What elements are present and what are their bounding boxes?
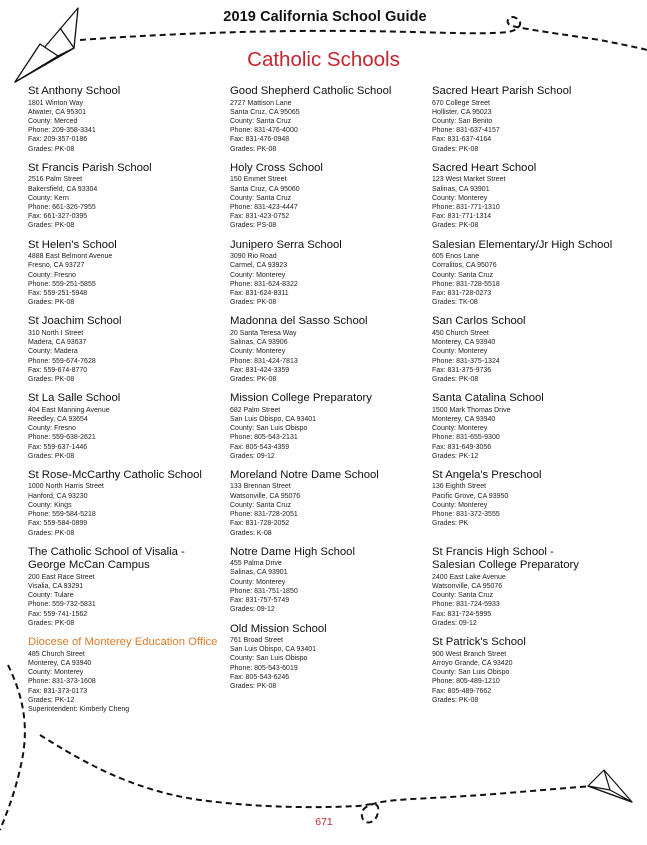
school-detail-line: Grades: 09-12 [432, 619, 477, 627]
school-detail-line: Phone: 831-424-7813 [230, 357, 298, 365]
school-entry [230, 85, 435, 162]
school-detail-line: Fax: 831-424-3359 [230, 366, 290, 374]
school-detail-line: Monterey, CA 93940 [432, 415, 496, 423]
school-name: The Catholic School of Visalia - [28, 545, 185, 558]
school-detail-line: Grades: PK-08 [28, 145, 75, 153]
school-detail-line: County: Monterey [432, 501, 488, 509]
school-entry [28, 546, 233, 637]
school-detail-line: Phone: 831-624-8322 [230, 280, 298, 288]
school-detail-line: Phone: 559-732-5831 [28, 601, 96, 609]
school-detail-line: Fax: 831-476-0948 [230, 136, 290, 144]
school-name: Notre Dame High School [230, 545, 355, 558]
school-detail-line: County: Kern [28, 194, 69, 202]
school-detail-line: Grades: TK-08 [432, 299, 478, 307]
school-detail-line: County: Santa Cruz [230, 117, 292, 125]
school-detail-line: Phone: 559-674-7628 [28, 357, 96, 365]
school-detail-line: 900 West Branch Street [432, 650, 507, 658]
page-number: 671 [315, 816, 333, 828]
school-name-continued: Salesian College Preparatory [432, 559, 579, 572]
school-entry [28, 392, 233, 469]
school-detail-line: Fax: 559-674-8770 [28, 366, 88, 374]
school-detail-line: 1801 Winton Way [28, 99, 83, 107]
school-name: Sacred Heart Parish School [432, 85, 572, 97]
school-detail-line: Hollister, CA 95023 [432, 108, 492, 116]
school-entry [432, 392, 637, 469]
bottom-dashed-path [40, 735, 592, 823]
school-detail-line: Grades: PK-08 [28, 222, 75, 230]
school-detail-line: County: Monterey [28, 669, 84, 677]
school-detail-line: Salinas, CA 93906 [230, 339, 288, 347]
school-detail-line: 123 West Market Street [432, 176, 506, 184]
school-detail-line: Grades: PK-08 [28, 619, 75, 627]
school-detail-line: County: San Luis Obispo [230, 425, 308, 433]
school-detail-line: Fax: 831-728-2052 [230, 520, 290, 528]
school-entry [230, 392, 435, 469]
school-detail-line: Fax: 831-649-3056 [432, 443, 492, 451]
school-detail-line: Fax: 831-624-8311 [230, 289, 289, 297]
school-detail-line: Phone: 559-584-5218 [28, 511, 96, 519]
school-entry [432, 85, 637, 162]
school-detail-line: Visalia, CA 93291 [28, 582, 84, 590]
school-detail-line: Grades: PS-08 [230, 222, 277, 230]
school-detail-line: 670 College Street [432, 99, 490, 107]
school-detail-line: Phone: 831-373-1608 [28, 678, 96, 686]
school-detail-line: 1500 Mark Thomas Drive [432, 406, 511, 414]
school-detail-line: Grades: PK-08 [230, 375, 277, 383]
left-dashed-path [0, 665, 25, 830]
school-entry [28, 239, 233, 316]
school-detail-line: 2727 Mattison Lane [230, 99, 292, 107]
school-detail-line: Fresno, CA 93727 [28, 262, 85, 270]
school-detail-line: Phone: 831-728-5518 [432, 280, 500, 288]
school-entry [432, 162, 637, 239]
school-detail-line: Phone: 661-326-7955 [28, 203, 96, 211]
school-detail-line: 605 Enos Lane [432, 253, 480, 261]
school-detail-line: Hanford, CA 93230 [28, 492, 88, 500]
school-entry [230, 162, 435, 239]
school-detail-line: Grades: K-08 [230, 529, 272, 537]
school-name: Sacred Heart School [432, 161, 537, 174]
school-entry [230, 239, 435, 316]
school-detail-line: Grades: PK-08 [28, 452, 75, 460]
school-detail-line: San Luis Obispo, CA 93401 [230, 646, 317, 654]
school-name: St Helen's School [28, 238, 117, 251]
school-detail-line: County: Santa Cruz [230, 501, 292, 509]
school-detail-line: 450 Church Street [432, 329, 489, 337]
school-detail-line: Phone: 831-771-1310 [432, 203, 500, 211]
school-detail-line: 2516 Palm Street [28, 176, 83, 184]
school-detail-line: Fax: 831-423-0752 [230, 213, 290, 221]
school-name: St Francis Parish School [28, 161, 152, 174]
school-detail-line: Atwater, CA 95301 [28, 108, 86, 116]
school-detail-line: Grades: PK-12 [432, 452, 479, 460]
school-detail-line: Phone: 805-543-6019 [230, 664, 298, 672]
school-name: Santa Catalina School [432, 392, 544, 405]
school-detail-line: 455 Palma Drive [230, 560, 282, 568]
school-detail-line: Phone: 559-251-5855 [28, 280, 96, 288]
school-detail-line: 20 Santa Teresa Way [230, 329, 297, 337]
school-entry [432, 546, 637, 637]
school-detail-line: Phone: 559-638-2621 [28, 434, 96, 442]
school-detail-line: Bakersfield, CA 93304 [28, 185, 98, 193]
school-detail-line: Fax: 559-584-0899 [28, 520, 88, 528]
school-name: St Francis High School - [432, 545, 554, 558]
school-detail-line: 133 Brennan Street [230, 483, 291, 491]
school-name: Moreland Notre Dame School [230, 468, 379, 481]
school-detail-line: County: Merced [28, 117, 78, 125]
school-detail-line: County: Madera [28, 348, 78, 356]
school-detail-line: 150 Emmet Street [230, 176, 287, 184]
school-detail-line: Fax: 831-373-0173 [28, 687, 88, 695]
school-name: St Angela's Preschool [432, 468, 542, 481]
school-detail-line: Fax: 661-327-0395 [28, 213, 88, 221]
office-name: Diocese of Monterey Education Office [28, 636, 218, 649]
school-detail-line: Phone: 831-372-3555 [432, 511, 500, 519]
school-name: St Anthony School [28, 85, 121, 97]
school-name-continued: George McCan Campus [28, 559, 150, 572]
school-detail-line: Fax: 831-724-5995 [432, 610, 492, 618]
school-detail-line: Fax: 209-357-0186 [28, 136, 88, 144]
school-detail-line: County: Monterey [230, 348, 286, 356]
school-detail-line: Phone: 209-358-3341 [28, 127, 96, 135]
school-detail-line: Phone: 831-724-5933 [432, 601, 500, 609]
school-detail-line: County: Fresno [28, 425, 76, 433]
school-entry [432, 636, 637, 705]
school-detail-line: 310 North I Street [28, 329, 84, 337]
school-column-3 [432, 85, 637, 705]
school-detail-line: Superintendent: Kimberly Cheng [28, 706, 130, 713]
school-detail-line: Grades: PK-08 [28, 375, 75, 383]
school-detail-line: Phone: 805-489-1210 [432, 678, 500, 686]
school-entry [230, 546, 435, 623]
school-detail-line: 136 Eighth Street [432, 483, 487, 491]
school-detail-line: Watsonville, CA 95076 [230, 492, 301, 500]
school-detail-line: Grades: 09-12 [230, 606, 275, 614]
school-entry [28, 85, 233, 162]
school-detail-line: Monterey, CA 93940 [432, 339, 496, 347]
school-name: St La Salle School [28, 392, 121, 405]
school-detail-line: 4888 East Belmont Avenue [28, 253, 113, 261]
school-entry [432, 315, 637, 392]
school-entry [28, 315, 233, 392]
school-detail-line: County: Kings [28, 501, 72, 509]
school-name: St Patrick's School [432, 636, 526, 649]
school-detail-line: Fax: 805-543-4359 [230, 443, 290, 451]
school-name: St Joachim School [28, 315, 122, 328]
school-detail-line: Phone: 831-751-1850 [230, 587, 298, 595]
school-detail-line: 761 Broad Street [230, 637, 283, 645]
school-detail-line: Grades: 09-12 [230, 452, 275, 460]
school-detail-line: Phone: 831-423-4447 [230, 203, 298, 211]
school-detail-line: County: San Luis Obispo [432, 669, 510, 677]
school-entry [432, 469, 637, 546]
school-detail-line: Grades: PK-08 [432, 222, 479, 230]
school-detail-line: Phone: 805-543-2131 [230, 434, 298, 442]
school-detail-line: Grades: PK-08 [230, 299, 277, 307]
school-column-1 [28, 85, 233, 714]
school-detail-line: Phone: 831-375-1324 [432, 357, 500, 365]
school-detail-line: Phone: 831-476-4000 [230, 127, 298, 135]
school-detail-line: Grades: PK-08 [432, 145, 479, 153]
school-detail-line: San Luis Obispo, CA 93401 [230, 415, 317, 423]
school-detail-line: 1000 North Harris Street [28, 483, 104, 491]
school-detail-line: Fax: 831-771-1314 [432, 213, 492, 221]
school-entry [28, 469, 233, 546]
school-detail-line: Fax: 831-375-9736 [432, 366, 492, 374]
school-detail-line: Salinas, CA 93901 [230, 569, 288, 577]
school-detail-line: County: Tulare [28, 592, 74, 600]
school-detail-line: Grades: PK-08 [28, 299, 75, 307]
school-detail-line: Madera, CA 93637 [28, 339, 87, 347]
school-detail-line: County: San Luis Obispo [230, 655, 308, 663]
school-entry [230, 315, 435, 392]
school-detail-line: Phone: 831-728-2051 [230, 511, 298, 519]
school-entry [230, 623, 435, 692]
school-detail-line: Santa Cruz, CA 95065 [230, 108, 300, 116]
school-detail-line: Grades: PK [432, 520, 469, 528]
school-name: Junipero Serra School [230, 238, 342, 251]
school-detail-line: Fax: 559-637-1446 [28, 443, 88, 451]
school-name: San Carlos School [432, 315, 526, 328]
school-detail-line: Reedley, CA 93654 [28, 415, 88, 423]
school-detail-line: County: Santa Cruz [432, 271, 494, 279]
school-detail-line: Grades: PK-12 [28, 696, 75, 704]
school-detail-line: Grades: PK-08 [230, 683, 277, 691]
school-detail-line: Fax: 831-637-4164 [432, 136, 492, 144]
school-name: Salesian Elementary/Jr High School [432, 238, 613, 251]
school-entry [28, 162, 233, 239]
school-entry [432, 239, 637, 316]
school-entry [230, 469, 435, 546]
school-name: Madonna del Sasso School [230, 315, 368, 328]
school-detail-line: Fax: 831-757-5749 [230, 597, 290, 605]
school-name: Good Shepherd Catholic School [230, 85, 392, 97]
school-detail-line: Fax: 805-543-6246 [230, 673, 290, 681]
school-detail-line: 200 East Race Street [28, 573, 95, 581]
school-detail-line: Salinas, CA 93901 [432, 185, 490, 193]
school-detail-line: County: San Benito [432, 117, 493, 125]
school-detail-line: Fax: 805-489-7662 [432, 687, 492, 695]
school-detail-line: Santa Cruz, CA 95060 [230, 185, 300, 193]
school-detail-line: County: Monterey [230, 271, 286, 279]
school-detail-line: Carmel, CA 93923 [230, 262, 288, 270]
school-detail-line: Pacific Grove, CA 93950 [432, 492, 509, 500]
school-detail-line: Grades: PK-08 [432, 696, 479, 704]
school-detail-line: 404 East Manning Avenue [28, 406, 110, 414]
school-detail-line: County: Monterey [432, 425, 488, 433]
school-detail-line: Fax: 559-251-5948 [28, 289, 88, 297]
school-detail-line: County: Santa Cruz [230, 194, 292, 202]
school-detail-line: County: Monterey [432, 194, 488, 202]
school-column-2 [230, 85, 435, 691]
school-detail-line: County: Fresno [28, 271, 76, 279]
school-detail-line: Watsonville, CA 95076 [432, 582, 503, 590]
school-detail-line: 485 Church Street [28, 650, 85, 658]
paper-airplane-icon [588, 770, 632, 802]
school-detail-line: 2400 East Lake Avenue [432, 573, 506, 581]
school-name: Mission College Preparatory [230, 392, 372, 405]
school-name: Holy Cross School [230, 161, 323, 174]
school-detail-line: Grades: PK-08 [432, 375, 479, 383]
school-detail-line: Phone: 831-655-9300 [432, 434, 500, 442]
guide-title: 2019 California School Guide [223, 9, 427, 25]
school-detail-line: Monterey, CA 93940 [28, 659, 92, 667]
school-name: Old Mission School [230, 622, 327, 635]
school-entry [28, 636, 233, 714]
section-title: Catholic Schools [247, 48, 400, 71]
school-detail-line: Corralitos, CA 95076 [432, 262, 497, 270]
school-detail-line: 3090 Rio Road [230, 253, 277, 261]
school-detail-line: 682 Palm Street [230, 406, 281, 414]
school-name: St Rose-McCarthy Catholic School [28, 468, 202, 481]
school-detail-line: County: Monterey [230, 578, 286, 586]
school-detail-line: Grades: PK-08 [28, 529, 75, 537]
school-detail-line: Phone: 831-637-4157 [432, 127, 500, 135]
school-detail-line: Fax: 831-728-0273 [432, 289, 492, 297]
school-detail-line: Arroyo Grande, CA 93420 [432, 659, 513, 667]
school-detail-line: Fax: 559-741-1562 [28, 610, 88, 618]
school-detail-line: County: Santa Cruz [432, 592, 494, 600]
school-detail-line: County: Monterey [432, 348, 488, 356]
school-detail-line: Grades: PK-08 [230, 145, 277, 153]
